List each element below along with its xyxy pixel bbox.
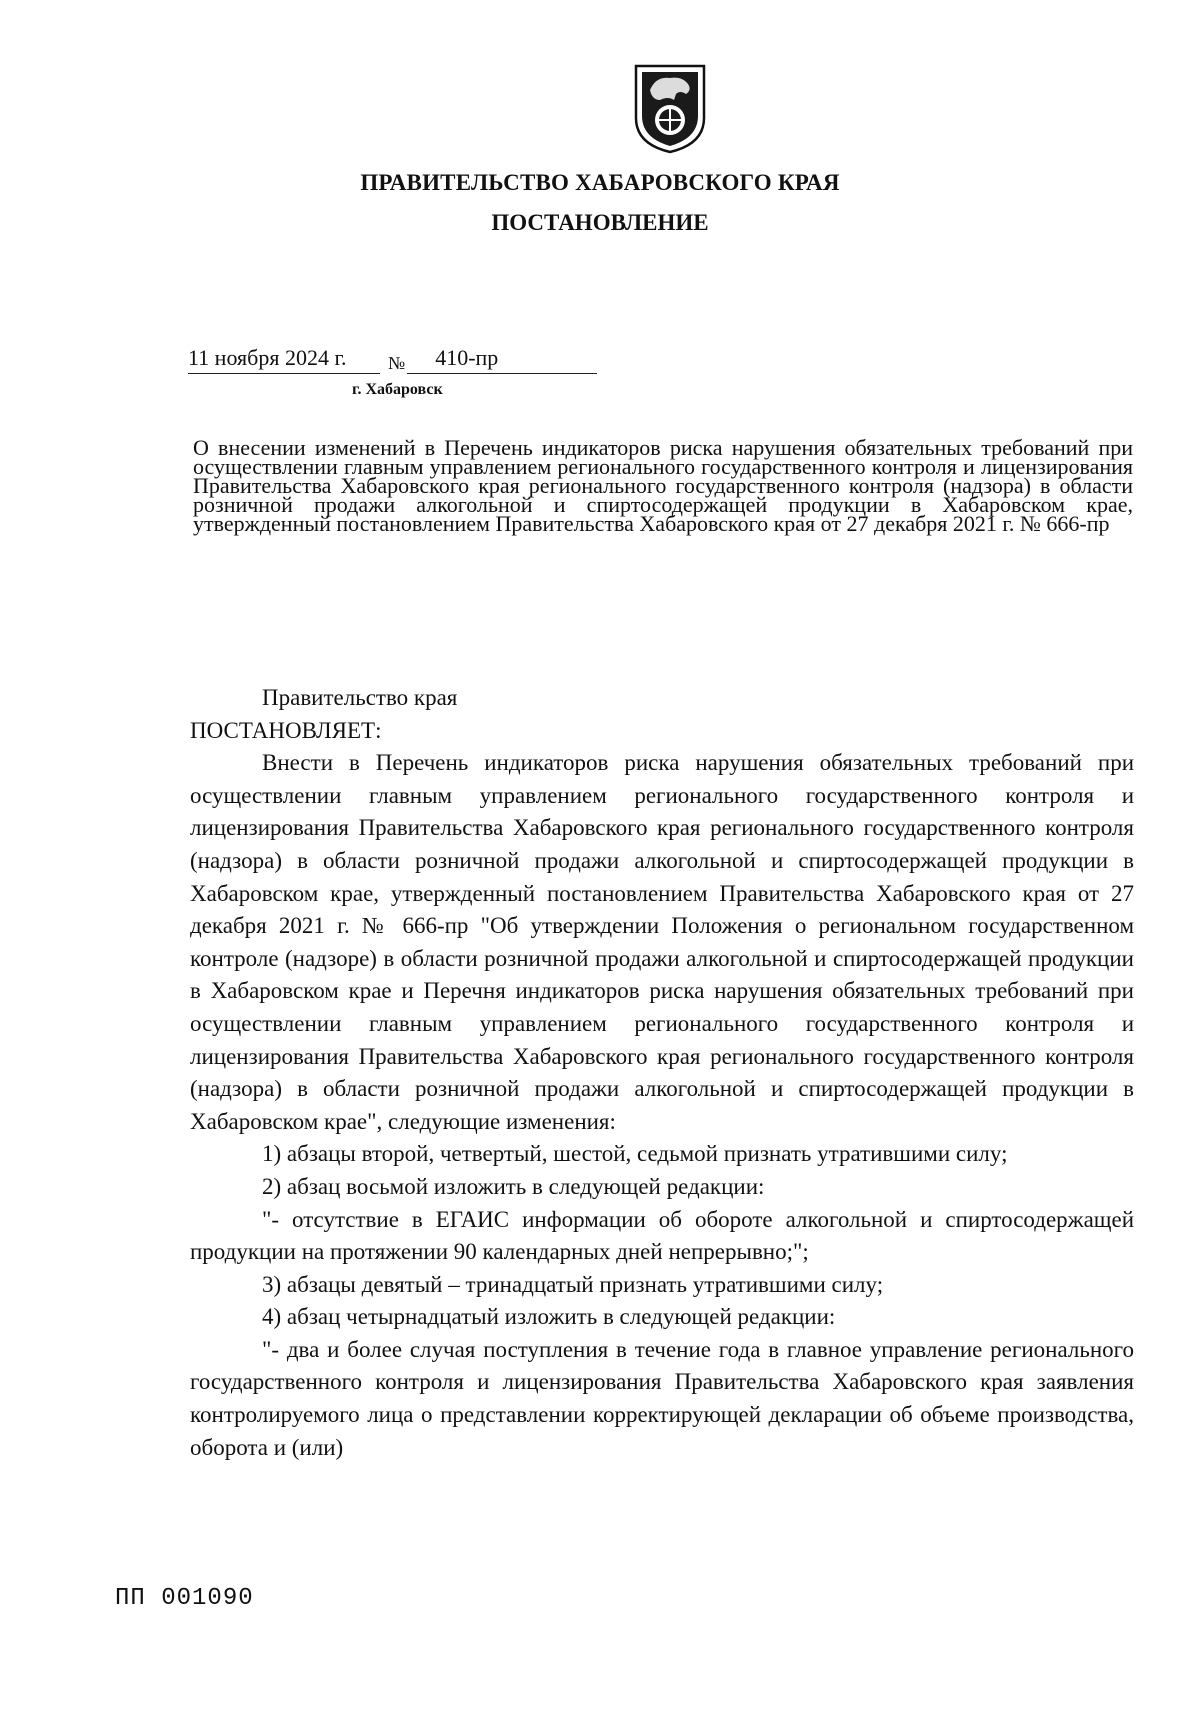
intro-line: Правительство края	[262, 685, 458, 710]
item-4: 4) абзац четырнадцатый изложить в следующей редакции:	[262, 1304, 836, 1330]
document-subject: О внесении изменений в Перечень индикаторов риска нарушения обязательных требований при осуществлении главным управлением регионального государственного контроля и лицензирования Правительства Хабаровского края регионального государственного контроля (надзора) в области розничной продажи алкогольной и спиртосодержащей продукции в Хабаровском крае, утвержденный постановлением Правительства Хабаровского края от 27 декабря 2021 г. № 666-пр	[193, 435, 1133, 536]
date-number-line	[188, 345, 597, 374]
coat-of-arms-icon	[630, 60, 710, 156]
government-title: ПРАВИТЕЛЬСТВО ХАБАРОВСКОГО КРАЯ	[360, 170, 840, 195]
document-date: 11 ноября 2024 г.	[188, 345, 380, 374]
number-sign: №	[388, 353, 406, 373]
document-city: г. Хабаровск	[352, 381, 443, 398]
item-2-text: "- отсутствие в ЕГАИС информации об обороте алкогольной и спиртосодержащей продукции на протяжении 90 календарных дней непрерывно;";	[190, 1206, 1134, 1265]
item-3: 3) абзацы девятый – тринадцатый признать утратившими силу;	[262, 1271, 884, 1297]
item-4-text: "- два и более случая поступления в течение года в главное управление регионального государственного контроля и лицензирования Правительства Хабаровского края заявления контролируемого лица о представлении корректирующей декларации об объеме производства, оборота и (или)	[190, 1336, 1134, 1460]
document-body	[190, 682, 1134, 1464]
item-2: 2) абзац восьмой изложить в следующей редакции:	[262, 1173, 765, 1199]
document-number: 410-пр	[407, 345, 597, 374]
decree-line: ПОСТАНОВЛЯЕТ:	[190, 717, 382, 743]
item-1: 1) абзацы второй, четвертый, шестой, седьмой признать утратившими силу;	[262, 1141, 1008, 1167]
footer-code: ПП 001090	[115, 1585, 254, 1612]
document-type-title: ПОСТАНОВЛЕНИЕ	[491, 210, 709, 235]
main-paragraph: Внести в Перечень индикаторов риска нарушения обязательных требований при осуществлении главным управлением регионального государственного контроля и лицензирования Правительства Хабаровского края регионального государственного контроля (надзора) в области розничной продажи алкогольной и спиртосодержащей продукции в Хабаровском крае, утвержденный постановлением Правительства Хабаровского края от 27 декабря 2021 г. № 666-пр "Об утверждении Положения о региональном государственном контроле (надзоре) в области розничной продажи алкогольной и спиртосодержащей продукции в Хабаровском крае и Перечня индикаторов риска нарушения обязательных требований при осуществлении главным управлением регионального государственного контроля и лицензирования Правительства Хабаровского края регионального государственного контроля (надзора) в области розничной продажи алкогольной и спиртосодержащей продукции в Хабаровском крае", следующие изменения:	[190, 750, 1134, 1134]
